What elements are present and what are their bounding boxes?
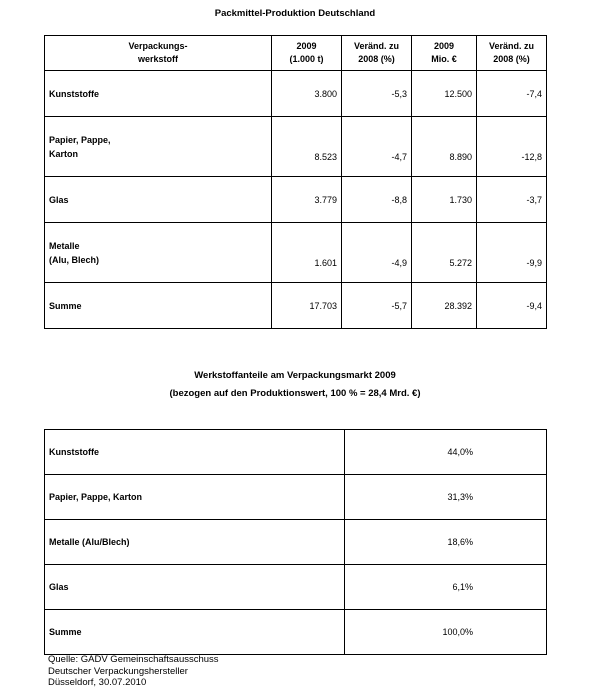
- table1-header-cell: Veränd. zu 2008 (%): [477, 36, 547, 71]
- cell-value: 1.601: [272, 223, 342, 283]
- cell-value: 8.890: [412, 117, 477, 177]
- table1-header-cell: 2009 Mio. €: [412, 36, 477, 71]
- cell-value: -8,8: [342, 177, 412, 223]
- cell-value: 1.730: [412, 177, 477, 223]
- row-label: Papier, Pappe, Karton: [45, 117, 272, 177]
- cell-value: -3,7: [477, 177, 547, 223]
- table-row: [45, 283, 547, 329]
- source-line-1: Quelle: GADV Gemeinschaftsausschuss: [48, 654, 219, 665]
- table1-header-cell: Verpackungs- werkstoff: [45, 36, 272, 71]
- table1-header-cell: Veränd. zu 2008 (%): [342, 36, 412, 71]
- table-row: [45, 177, 547, 223]
- material-share-table: [44, 429, 547, 655]
- table1-title: Packmittel-Produktion Deutschland: [214, 8, 376, 19]
- table2-subtitle: (bezogen auf den Produktionswert, 100 % = 28,4 Mrd. €): [169, 388, 421, 399]
- cell-value: 8.523: [272, 117, 342, 177]
- cell-value: 17.703: [272, 283, 342, 329]
- source-line-3: Düsseldorf, 30.07.2010: [48, 677, 147, 688]
- cell-value: 28.392: [412, 283, 477, 329]
- share-value: 6,1%: [345, 565, 547, 610]
- table-row: [45, 71, 547, 117]
- row-label: Glas: [45, 565, 345, 610]
- share-value: 100,0%: [345, 610, 547, 655]
- cell-value: 5.272: [412, 223, 477, 283]
- table-row: [45, 430, 547, 475]
- cell-value: -9,4: [477, 283, 547, 329]
- share-value: 44,0%: [345, 430, 547, 475]
- row-label: Summe: [45, 283, 272, 329]
- table-row: [45, 223, 547, 283]
- table-row: [45, 565, 547, 610]
- row-label: Kunststoffe: [45, 71, 272, 117]
- table-row: [45, 475, 547, 520]
- cell-value: 3.800: [272, 71, 342, 117]
- cell-value: -9,9: [477, 223, 547, 283]
- cell-value: -5,7: [342, 283, 412, 329]
- table-row: [45, 520, 547, 565]
- row-label: Metalle (Alu/Blech): [45, 520, 345, 565]
- source-note: [48, 654, 219, 689]
- cell-value: -12,8: [477, 117, 547, 177]
- cell-value: -4,7: [342, 117, 412, 177]
- table2-title: Werkstoffanteile am Verpackungsmarkt 2009: [194, 370, 396, 381]
- cell-value: 12.500: [412, 71, 477, 117]
- row-label: Kunststoffe: [45, 430, 345, 475]
- row-label: Papier, Pappe, Karton: [45, 475, 345, 520]
- cell-value: 3.779: [272, 177, 342, 223]
- cell-value: -4,9: [342, 223, 412, 283]
- table1-header-row: [45, 36, 547, 71]
- table1-header-cell: 2009 (1.000 t): [272, 36, 342, 71]
- row-label: Summe: [45, 610, 345, 655]
- table-row: [45, 117, 547, 177]
- share-value: 18,6%: [345, 520, 547, 565]
- row-label: Glas: [45, 177, 272, 223]
- packaging-production-table: [44, 35, 547, 329]
- row-label: Metalle (Alu, Blech): [45, 223, 272, 283]
- cell-value: -5,3: [342, 71, 412, 117]
- cell-value: -7,4: [477, 71, 547, 117]
- share-value: 31,3%: [345, 475, 547, 520]
- source-line-2: Deutscher Verpackungshersteller: [48, 665, 188, 677]
- table-row: [45, 610, 547, 655]
